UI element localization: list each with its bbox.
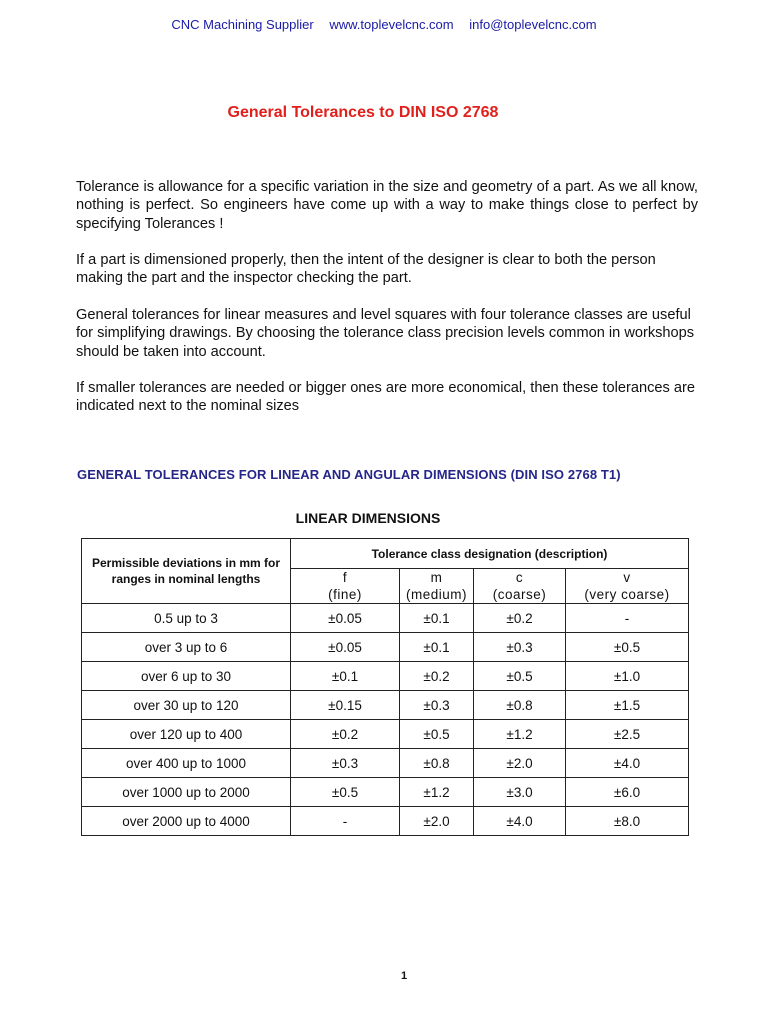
class-description: (coarse)	[492, 587, 547, 602]
tolerance-m-cell: ±0.1	[400, 604, 474, 633]
table-row	[82, 691, 689, 720]
range-cell: over 3 up to 6	[82, 633, 291, 662]
general-tolerances-paragraph	[76, 306, 698, 361]
tolerance-table	[81, 538, 689, 836]
tolerance-m-cell: ±2.0	[400, 807, 474, 836]
paragraph-3: General tolerances for linear measures and level squares with four tolerance classes are useful for simplifying drawings. By choosing the tolerance class precision levels common in workshops should be taken into account.	[76, 307, 695, 360]
tolerance-f-cell: ±0.3	[291, 749, 400, 778]
page-number: 1	[400, 970, 408, 982]
class-letter: v	[623, 570, 631, 585]
class-f-header	[291, 569, 400, 604]
table-row	[82, 749, 689, 778]
tolerance-m-cell: ±0.3	[400, 691, 474, 720]
tolerance-c-cell: ±1.2	[474, 720, 566, 749]
paragraph-2: If a part is dimensioned properly, then the intent of the designer is clear to both the person making the part and the inspector checking the part.	[76, 252, 656, 287]
tolerance-c-cell: ±4.0	[474, 807, 566, 836]
paragraph-1: Tolerance is allowance for a specific variation in the size and geometry of a part. As we all know, nothing is perfect. So engineers have come up with a way to make things close to perfect by specifying Tolerances !	[76, 179, 698, 232]
document-title: General Tolerances to DIN ISO 2768	[227, 104, 499, 121]
table-row	[82, 662, 689, 691]
tolerance-m-cell: ±0.5	[400, 720, 474, 749]
designer-intent-paragraph	[76, 251, 698, 288]
tolerance-f-cell: ±0.1	[291, 662, 400, 691]
supplier-label: CNC Machining Supplier	[171, 17, 314, 32]
range-cell: over 120 up to 400	[82, 720, 291, 749]
tolerance-v-cell: ±1.5	[566, 691, 689, 720]
tolerance-f-cell: ±0.2	[291, 720, 400, 749]
table-row	[82, 720, 689, 749]
class-letter: m	[430, 570, 443, 585]
tolerance-f-cell: -	[291, 807, 400, 836]
range-cell: over 30 up to 120	[82, 691, 291, 720]
class-description: (very coarse)	[584, 587, 670, 602]
table-row	[82, 633, 689, 662]
class-letter: c	[515, 570, 524, 585]
tolerance-f-cell: ±0.05	[291, 633, 400, 662]
tolerance-v-cell: ±4.0	[566, 749, 689, 778]
tolerance-c-cell: ±0.5	[474, 662, 566, 691]
class-header: Tolerance class designation (description)	[291, 539, 689, 569]
table-row	[82, 807, 689, 836]
range-cell: over 1000 up to 2000	[82, 778, 291, 807]
range-header: Permissible deviations in mm for ranges in nominal lengths	[82, 539, 291, 604]
range-cell: 0.5 up to 3	[82, 604, 291, 633]
tolerance-v-cell: -	[566, 604, 689, 633]
class-description: (medium)	[405, 587, 467, 602]
tolerance-m-cell: ±0.2	[400, 662, 474, 691]
class-m-header	[400, 569, 474, 604]
tolerance-f-cell: ±0.15	[291, 691, 400, 720]
tolerance-v-cell: ±8.0	[566, 807, 689, 836]
website-link[interactable]: www.toplevelcnc.com	[329, 17, 454, 32]
class-v-header	[566, 569, 689, 604]
class-letter: f	[342, 570, 348, 585]
email-link[interactable]: info@toplevelcnc.com	[469, 17, 597, 32]
tolerance-c-cell: ±0.2	[474, 604, 566, 633]
table-caption: LINEAR DIMENSIONS	[295, 510, 441, 526]
tolerance-m-cell: ±0.8	[400, 749, 474, 778]
tolerance-f-cell: ±0.5	[291, 778, 400, 807]
intro-paragraph	[76, 178, 698, 233]
tolerance-c-cell: ±3.0	[474, 778, 566, 807]
page-header	[0, 17, 768, 32]
tolerance-c-cell: ±0.8	[474, 691, 566, 720]
table-row	[82, 778, 689, 807]
tolerance-v-cell: ±2.5	[566, 720, 689, 749]
tolerance-m-cell: ±0.1	[400, 633, 474, 662]
tolerance-c-cell: ±2.0	[474, 749, 566, 778]
tolerance-m-cell: ±1.2	[400, 778, 474, 807]
range-cell: over 2000 up to 4000	[82, 807, 291, 836]
range-cell: over 6 up to 30	[82, 662, 291, 691]
tolerance-f-cell: ±0.05	[291, 604, 400, 633]
smaller-tolerances-paragraph	[76, 379, 698, 416]
tolerance-v-cell: ±6.0	[566, 778, 689, 807]
class-description: (fine)	[328, 587, 362, 602]
section-heading: GENERAL TOLERANCES FOR LINEAR AND ANGULAR DIMENSIONS (DIN ISO 2768 T1)	[77, 467, 621, 482]
tolerance-c-cell: ±0.3	[474, 633, 566, 662]
class-c-header	[474, 569, 566, 604]
tolerance-v-cell: ±0.5	[566, 633, 689, 662]
tolerance-v-cell: ±1.0	[566, 662, 689, 691]
table-row	[82, 604, 689, 633]
paragraph-4: If smaller tolerances are needed or bigger ones are more economical, then these tolerances are indicated next to the nominal sizes	[76, 380, 695, 415]
range-cell: over 400 up to 1000	[82, 749, 291, 778]
